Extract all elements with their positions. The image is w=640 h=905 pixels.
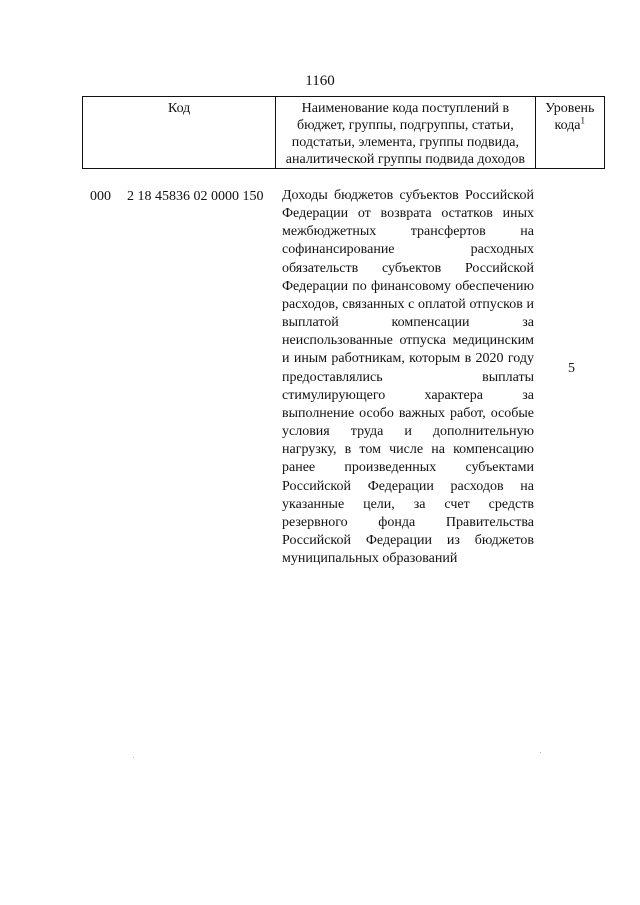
header-code-label: Код <box>167 101 191 116</box>
header-code-cell <box>83 97 276 169</box>
header-level-label: Уровень кода <box>545 101 595 133</box>
page-number: 1160 <box>305 73 335 89</box>
row-level: 5 <box>568 361 575 376</box>
table-header <box>82 96 605 169</box>
header-level-cell <box>535 97 604 169</box>
header-row <box>83 97 605 169</box>
row-description: Доходы бюджетов субъектов Российской Федерации от возврата остатков иных межбюджетных трансфертов на софинансирование расходных обязательств субъектов Российской Федерации по финансовому обеспечению расходов, связанных с оплатой отпусков и выплатой компенсации за неиспользованные отпуска медицинским и иным работникам, которым в 2020 году предоставлялись выплаты стимулирующего характера за выполнение особо важных работ, особые условия труда и дополнительную нагрузку, в том числе на компенсацию ранее произведенных субъектами Российской Федерации расходов на указанные цели, за счет средств резервного фонда Правительства Российской Федерации из бюджетов муниципальных образований <box>282 188 534 567</box>
scan-speck <box>540 752 541 753</box>
header-name-label: Наименование кода поступлений в бюджет, группы, подгруппы, статьи, подстатьи, элемента, группы подвида, аналитической группы подвида доходов <box>285 101 525 167</box>
header-name-cell <box>276 97 535 169</box>
scan-speck <box>133 757 134 758</box>
row-code: 2 18 45836 02 0000 150 <box>127 189 264 204</box>
row-code-prefix: 000 <box>90 189 111 204</box>
footnote-marker: 1 <box>580 115 586 126</box>
